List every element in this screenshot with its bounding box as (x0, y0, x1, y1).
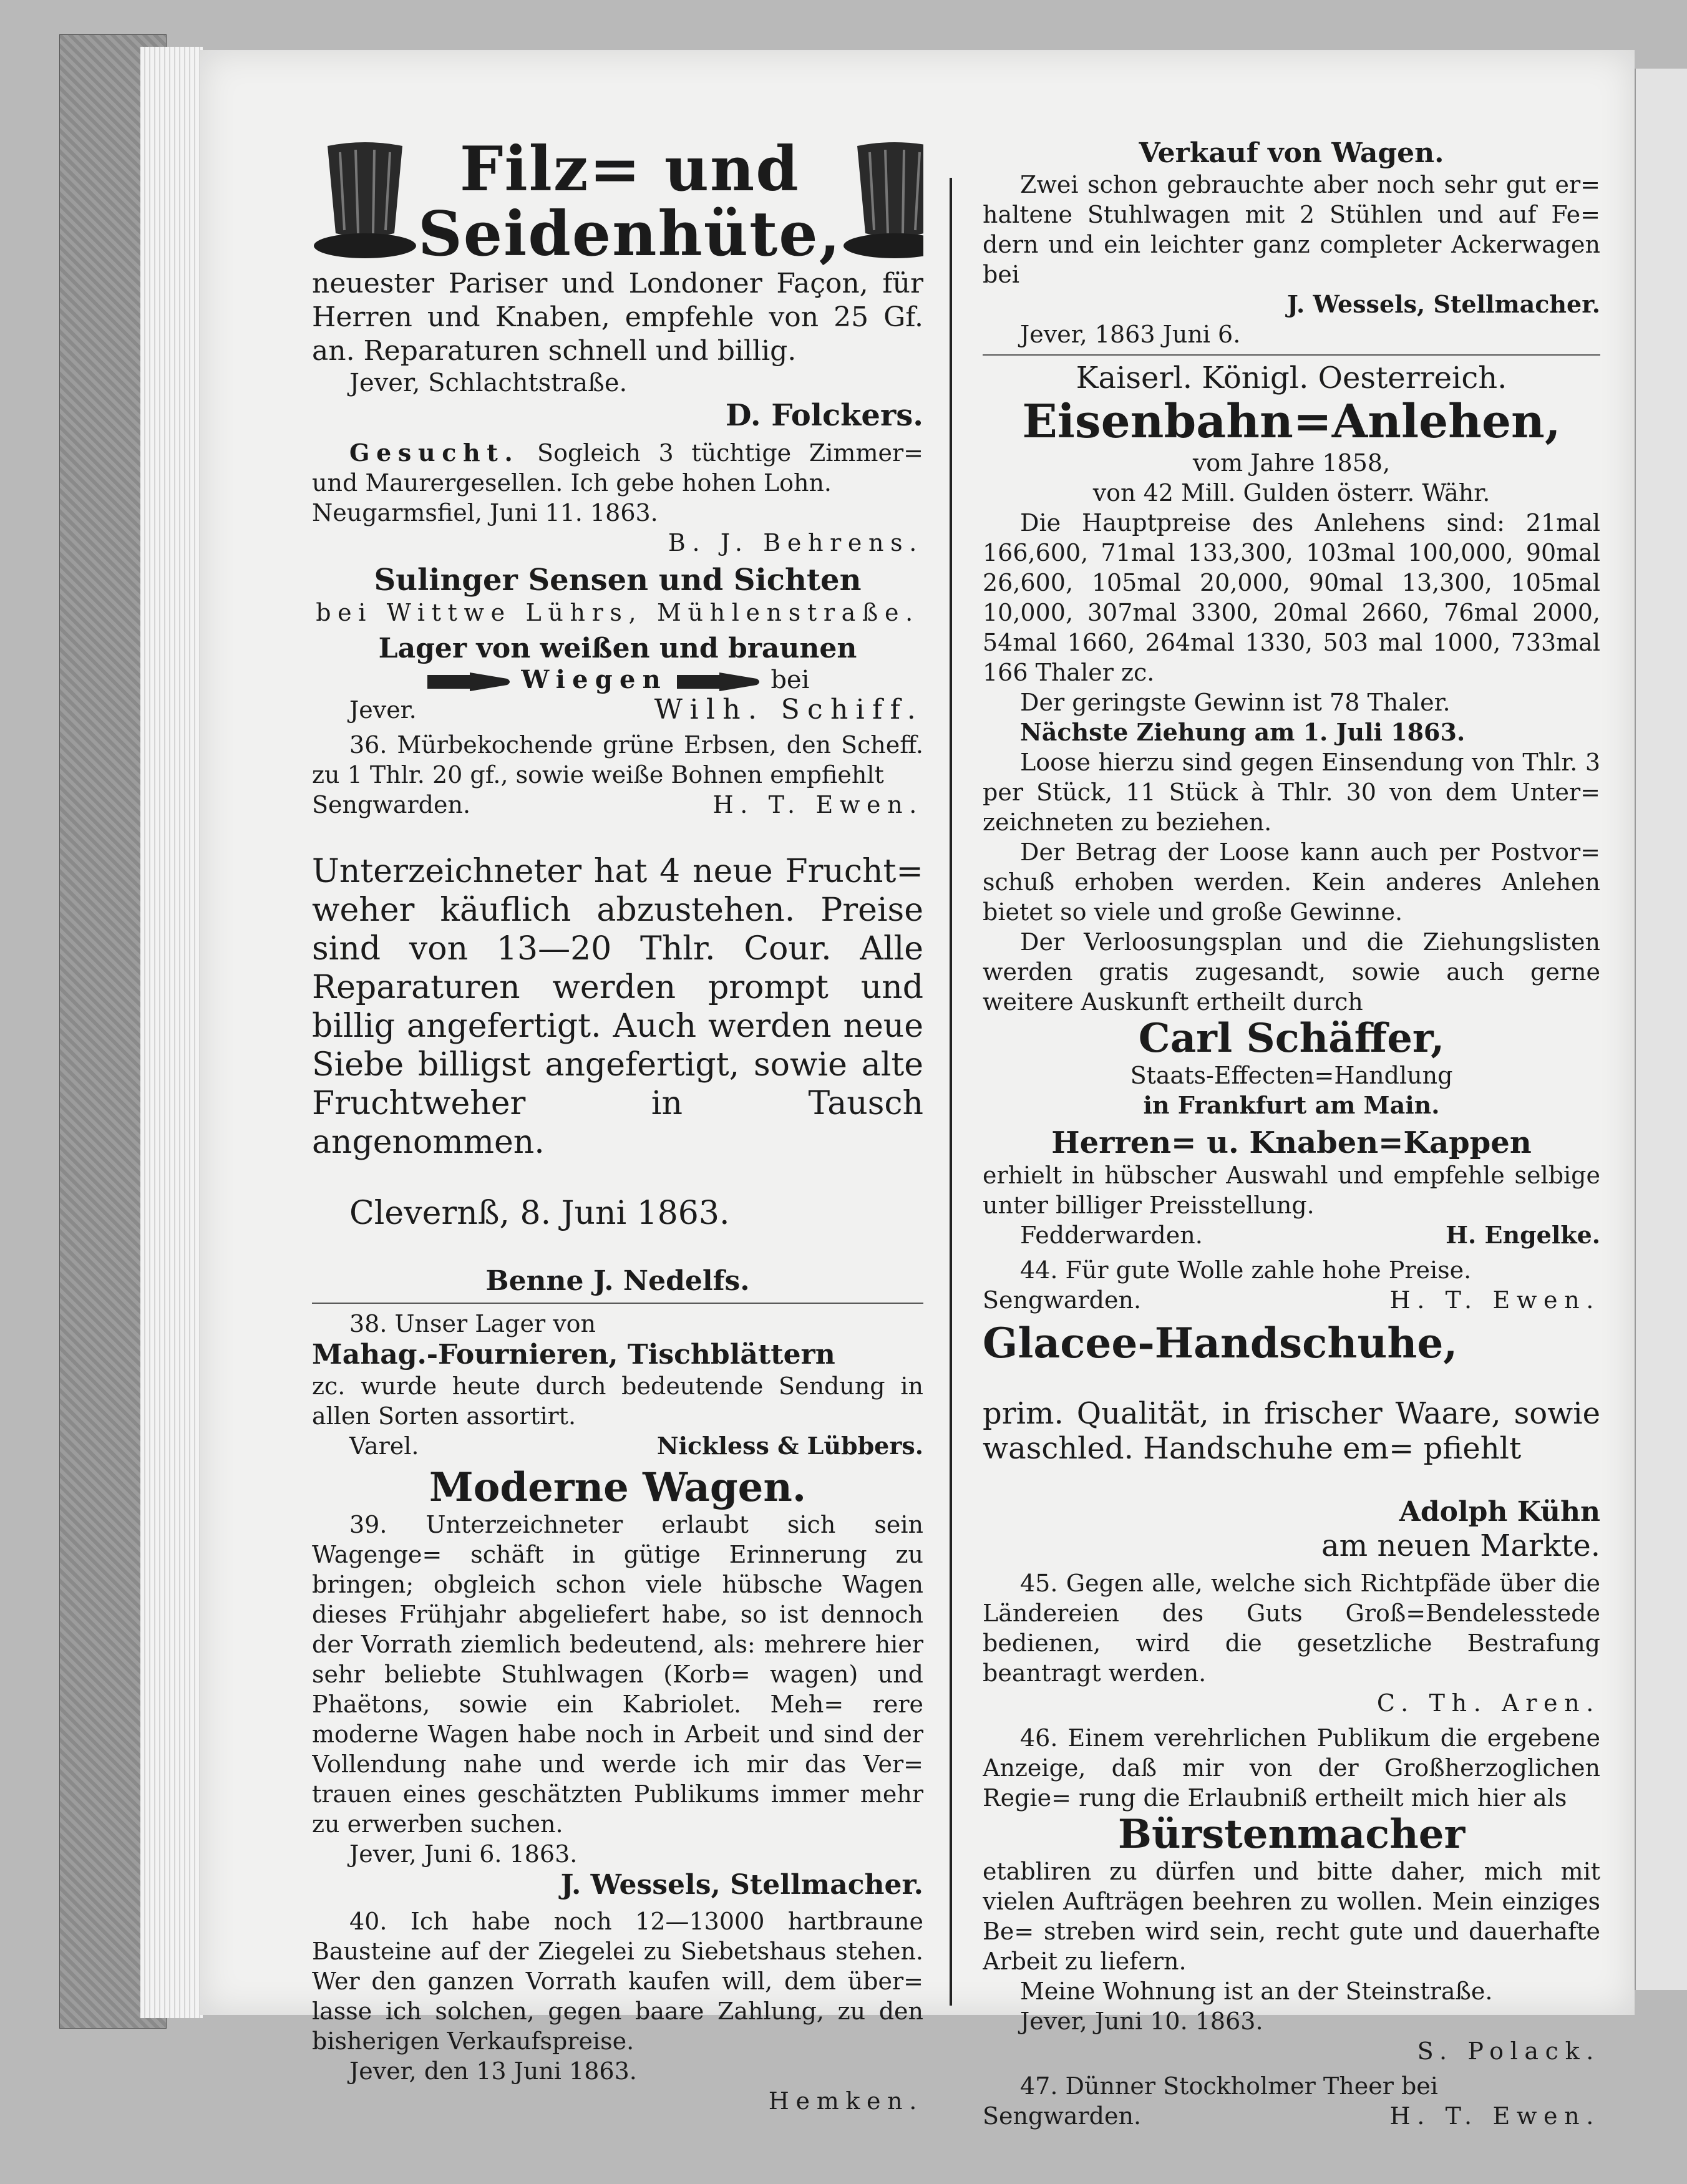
wolle-signature: H. T. Ewen. (1389, 1286, 1600, 1314)
anlehen-city: in Frankfurt am Main. (1143, 1091, 1440, 1119)
divider (983, 354, 1600, 356)
divider (312, 1303, 923, 1304)
filz-body: neuester Pariser und Londoner Façon, für Herren und Knaben, empfehle von 25 Gf. an. Reparaturen schnell und billig. (312, 268, 923, 367)
anlehen-amount: von 42 Mill. Gulden österr. Währ. (1092, 479, 1490, 507)
erbsen-signature: H. T. Ewen. (712, 791, 923, 818)
top-hat-icon (842, 140, 923, 265)
handschuhe-signature: Adolph Kühn (1399, 1496, 1600, 1528)
right-column (983, 137, 1600, 2153)
ad-kappen (983, 1125, 1600, 1250)
gesucht-lead: Gesucht. (349, 439, 520, 467)
verkauf-title: Verkauf von Wagen. (1139, 137, 1444, 169)
ad-wolle (983, 1255, 1600, 1315)
lager-wiegen: Wiegen (521, 665, 668, 694)
erbsen-place: Sengwarden. (312, 791, 471, 818)
bausteine-body: Ich habe noch 12—13000 hartbraune Bausteine auf der Ziegelei zu Siebetshaus stehen. Wer den ganzen Vorrath kaufen will, dem über= lasse ich solchen, gegen baare Zahlung, zu den bisherigen Verkaufspreise. (312, 1908, 923, 2055)
handschuhe-title: Glacee-Handschuhe, (983, 1319, 1458, 1367)
ad-bausteine (312, 1906, 923, 2116)
anlehen-firm: Staats-Effecten=Handlung (1130, 1062, 1453, 1089)
mahagoni-num: 38. (349, 1310, 387, 1337)
lager-place: Jever. (349, 696, 417, 724)
handschuhe-body: prim. Qualität, in frischer Waare, sowie waschled. Handschuhe em= pfiehlt (983, 1396, 1600, 1466)
ad-filz-seidenhuete (312, 137, 923, 433)
wagen-body: Unterzeichneter erlaubt sich sein Wagenge= schäft in gütige Erinnerung zu bringen; obgleich schon viele hübsche Wagen dieses Frühjahr abgeliefert habe, so ist dennoch der Vorrath ziemlich bedeutend, als: mehrere hier sehr beliebte Stuhlwagen (Korb= wagen) und Phaëtons, sowie ein Kabriolet. Meh= rere moderne Wagen habe noch in Arbeit und sind der Vollendung nahe und werde ich mir das Ver= trauen eines geschätzten Publikums immer mehr zu erwerben suchen. (312, 1511, 923, 1838)
wagen-title: Moderne Wagen. (429, 1464, 807, 1511)
lager-bei: bei (771, 666, 810, 694)
buersten-place: Jever, Juni 10. 1863. (1020, 2007, 1263, 2035)
theer-signature: H. T. Ewen. (1389, 2102, 1600, 2130)
ad-eisenbahn-anlehen (983, 361, 1600, 1120)
bausteine-num: 40. (349, 1908, 387, 1935)
ad-theer (983, 2071, 1600, 2131)
mahagoni-place: Varel. (349, 1432, 419, 1460)
mahagoni-title: Mahag.-Fournieren, Tischblättern (312, 1339, 835, 1371)
fruchtweher-place: Clevernß, 8. Juni 1863. (349, 1195, 730, 1232)
wolle-place: Sengwarden. (983, 1286, 1142, 1314)
fruchtweher-signature: Benne J. Nedelfs. (485, 1265, 750, 1297)
theer-place: Sengwarden. (983, 2102, 1142, 2130)
ad-erbsen (312, 730, 923, 820)
theer-body: Dünner Stockholmer Theer bei (1065, 2072, 1438, 2100)
anlehen-title: Eisenbahn=Anlehen, (1022, 395, 1561, 449)
kappen-title: Herren= u. Knaben=Kappen (1051, 1125, 1532, 1160)
filz-place: Jever, Schlachtstraße. (349, 369, 628, 397)
anlehen-year: vom Jahre 1858, (1192, 449, 1391, 477)
wagen-place: Jever, Juni 6. 1863. (349, 1840, 578, 1868)
anlehen-plan: Der Verloosungsplan und die Ziehungslisten werden gratis zugesandt, sowie auch gerne weitere Auskunft ertheilt durch (983, 928, 1600, 1016)
ad-handschuhe (983, 1320, 1600, 1563)
ad-richtpfaede (983, 1568, 1600, 1718)
erbsen-body: Mürbekochende grüne Erbsen, den Scheff. zu 1 Thlr. 20 gf., sowie weiße Bohnen empfiehlt (312, 731, 923, 789)
verkauf-place: Jever, 1863 Juni 6. (1020, 321, 1241, 348)
buersten-signature: S. Polack. (1417, 2037, 1600, 2065)
pfade-num: 45. (1020, 1570, 1058, 1597)
buersten-body: Einem verehrlichen Publikum die ergebene Anzeige, daß mir von der Großherzoglichen Regie= rung die Erlaubniß ertheilt mich hier als (983, 1724, 1600, 1812)
wolle-num: 44. (1020, 1256, 1058, 1284)
fruchtweher-body: Unterzeichneter hat 4 neue Frucht= weher käuflich abzustehen. Preise sind von 13—20 Thlr. Cour. Alle Reparaturen werden prompt und billig angefertigt. Auch werden neue Siebe billigst angefertigt, sowie alte Fruchtweher in Tausch angenommen. (312, 853, 923, 1161)
left-column (312, 137, 923, 2153)
lager-signature: Wilh. Schiff. (654, 694, 923, 726)
buersten-num: 46. (1020, 1724, 1058, 1752)
pfade-signature: C. Th. Aren. (1376, 1689, 1600, 1717)
ad-verkauf-wagen (983, 137, 1600, 356)
kappen-signature: H. Engelke. (1446, 1221, 1600, 1249)
verkauf-signature: J. Wessels, Stellmacher. (1286, 290, 1600, 318)
theer-num: 47. (1020, 2072, 1058, 2100)
ad-mahagoni (312, 1309, 923, 1461)
gesucht-body: Sogleich 3 tüchtige Zimmer= und Maurergesellen. Ich gebe hohen Lohn. (312, 439, 923, 497)
sensen-title: Sulinger Sensen und Sichten (374, 563, 862, 598)
ad-gesucht (312, 438, 923, 558)
handschuhe-address: am neuen Markte. (1321, 1528, 1600, 1563)
buersten-address: Meine Wohnung ist an der Steinstraße. (1020, 1978, 1493, 2005)
buersten-body2: etabliren zu dürfen und bitte daher, mich mit vielen Aufträgen beehren zu wollen. Mein einziges Be= streben wird sein, recht gute und dauerhafte Arbeit zu liefern. (983, 1858, 1600, 1975)
gesucht-signature: B. J. Behrens. (668, 529, 923, 556)
filz-title-2: Seidenhüte, (418, 198, 842, 270)
anlehen-kicker: Kaiserl. Königl. Oesterreich. (1076, 361, 1507, 396)
ad-wiegen (312, 633, 923, 725)
anlehen-min: Der geringste Gewinn ist 78 Thaler. (1020, 689, 1451, 716)
anlehen-prizes: Die Hauptpreise des Anlehens sind: 21mal 166,600, 71mal 133,300, 103mal 100,000, 90mal 26,600, 105mal 20,000, 90mal 13,300, 105mal 10,000, 307mal 3300, 20mal 2660, 76mal 2000, 54mal 1660, 264mal 1330, 503 mal 1000, 733mal 166 Thaler zc. (983, 509, 1600, 686)
filz-title-1: Filz= und (459, 137, 800, 205)
bausteine-place: Jever, den 13 Juni 1863. (349, 2057, 637, 2085)
kappen-body: erhielt in hübscher Auswahl und empfehle selbige unter billiger Preisstellung. (983, 1162, 1600, 1219)
anlehen-betrag: Der Betrag der Loose kann auch per Postvor= schuß erhoben werden. Kein anderes Anlehen bietet so viele und große Gewinne. (983, 838, 1600, 926)
ad-fruchtweher (312, 852, 923, 1304)
anlehen-lose: Loose hierzu sind gegen Einsendung von Thlr. 3 per Stück, 11 Stück à Thlr. 30 von dem Unter= zeichneten zu beziehen. (983, 749, 1600, 836)
pointing-hand-icon (676, 670, 763, 694)
mahagoni-body: zc. wurde heute durch bedeutende Sendung in allen Sorten assortirt. (312, 1372, 923, 1430)
wagen-signature: J. Wessels, Stellmacher. (560, 1869, 923, 1901)
pfade-body: Gegen alle, welche sich Richtpfäde über die Ländereien des Guts Groß=Bendelesstede bedienen, wird die gesetzliche Bestrafung beantragt werden. (983, 1570, 1600, 1687)
filz-signature: D. Folckers. (725, 398, 923, 433)
gesucht-place: Neugarmsfiel, Juni 11. 1863. (312, 499, 658, 527)
wagen-num: 39. (349, 1511, 387, 1538)
column-rule (950, 178, 952, 2006)
ad-moderne-wagen (312, 1466, 923, 1901)
buersten-title: Bürstenmacher (1117, 1811, 1466, 1858)
mahagoni-intro: Unser Lager von (394, 1310, 596, 1337)
anlehen-signature: Carl Schäffer, (1138, 1015, 1445, 1062)
kappen-place: Fedderwarden. (1020, 1221, 1203, 1249)
mahagoni-signature: Nickless & Lübbers. (656, 1432, 923, 1460)
ad-buerstenmacher (983, 1723, 1600, 2066)
pointing-hand-icon (426, 670, 513, 694)
lager-title: Lager von weißen und braunen (378, 633, 857, 664)
bausteine-signature: Hemken. (768, 2087, 923, 2115)
wolle-body: Für gute Wolle zahle hohe Preise. (1065, 1256, 1472, 1284)
erbsen-num: 36. (349, 731, 387, 759)
page-edges (140, 47, 203, 2018)
top-hat-icon (312, 140, 418, 265)
next-page-edge (1635, 69, 1687, 1990)
verkauf-body: Zwei schon gebrauchte aber noch sehr gut er= haltene Stuhlwagen mit 2 Stühlen und auf Fe= dern und ein leichter ganz completer Ackerwagen bei (983, 171, 1600, 288)
anlehen-next: Nächste Ziehung am 1. Juli 1863. (1020, 718, 1466, 746)
sensen-line: bei Wittwe Lührs, Mühlenstraße. (316, 599, 920, 626)
ad-sensen (312, 563, 923, 628)
